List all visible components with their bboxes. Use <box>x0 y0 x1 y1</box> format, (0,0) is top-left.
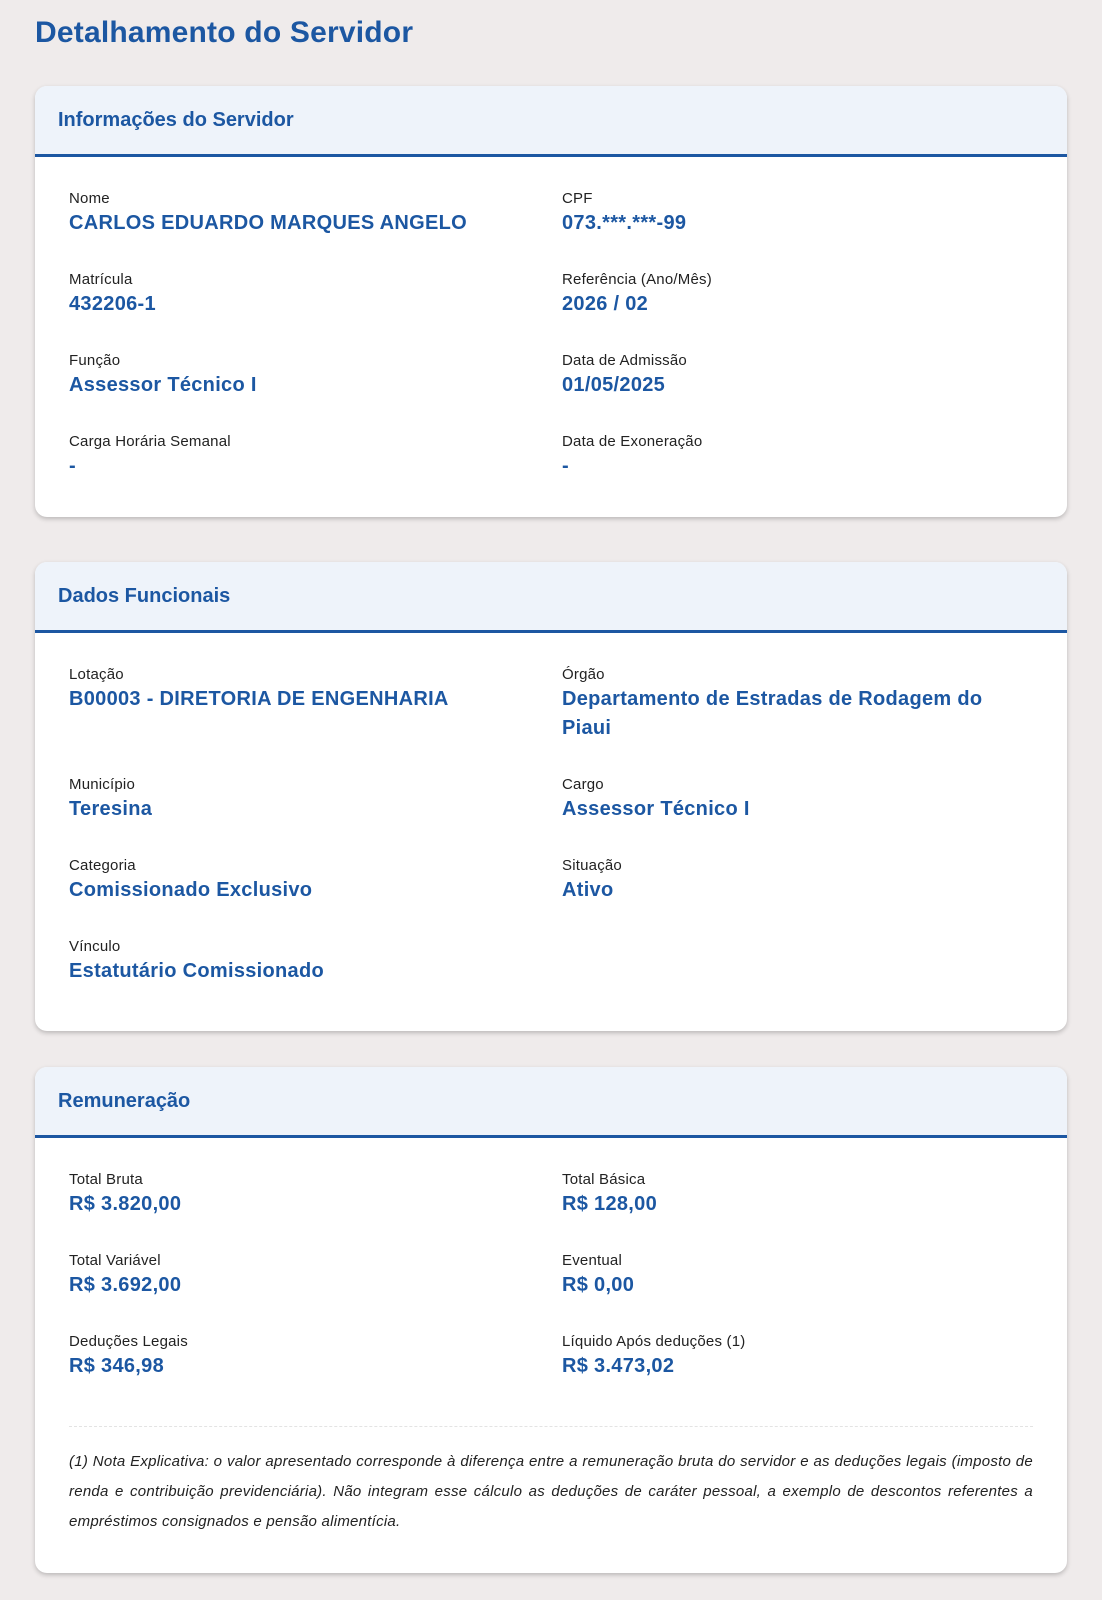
note-divider <box>69 1426 1033 1427</box>
field-grid <box>35 1138 1067 1413</box>
field-data-admissao <box>562 351 1033 432</box>
field-label: Categoria <box>69 857 136 874</box>
field-eventual <box>562 1251 1033 1332</box>
field-label: Lotação <box>69 666 124 683</box>
field-vinculo <box>69 937 562 1018</box>
field-label: Referência (Ano/Mês) <box>562 271 712 288</box>
field-grid <box>35 633 1067 1018</box>
field-total-variavel <box>69 1251 562 1332</box>
field-label: Nome <box>69 190 110 207</box>
field-label: Total Bruta <box>69 1171 143 1188</box>
field-value: - <box>562 455 569 477</box>
field-data-exoneracao <box>562 432 1033 513</box>
card-header: Informações do Servidor <box>35 86 1067 157</box>
field-value: R$ 3.473,02 <box>562 1355 675 1377</box>
field-total-basica <box>562 1170 1033 1251</box>
field-label: Vínculo <box>69 938 121 955</box>
field-value: R$ 3.692,00 <box>69 1274 182 1296</box>
field-label: Deduções Legais <box>69 1333 188 1350</box>
field-value: Departamento de Estradas de Rodagem do Piaui <box>562 688 983 739</box>
card-header: Remuneração <box>35 1067 1067 1138</box>
card-remuneracao <box>35 1067 1067 1573</box>
field-municipio <box>69 775 562 856</box>
field-value: R$ 0,00 <box>562 1274 635 1296</box>
card-dados-funcionais <box>35 562 1067 1031</box>
field-label: Matrícula <box>69 271 133 288</box>
field-value: Estatutário Comissionado <box>69 960 325 982</box>
field-value: Ativo <box>562 879 614 901</box>
field-total-bruta <box>69 1170 562 1251</box>
field-categoria <box>69 856 562 937</box>
field-carga-horaria <box>69 432 562 513</box>
field-deducoes-legais <box>69 1332 562 1413</box>
field-label: Órgão <box>562 666 605 683</box>
field-value: 073.***.***-99 <box>562 212 687 234</box>
explanatory-note: (1) Nota Explicativa: o valor apresentado corresponde à diferença entre a remuneração bruta do servidor e as deduções legais (imposto de renda e contribuição previdenciária). Não integram esse cálculo as deduções de caráter pessoal, a exemplo de descontos referentes a empréstimos consignados e pensão alimentícia. <box>69 1453 1033 1530</box>
field-value: - <box>69 455 76 477</box>
field-value: 432206-1 <box>69 293 156 315</box>
field-value: R$ 128,00 <box>562 1193 657 1215</box>
field-label: Eventual <box>562 1252 622 1269</box>
field-value: Teresina <box>69 798 153 820</box>
field-label: Total Básica <box>562 1171 646 1188</box>
field-label: Função <box>69 352 121 369</box>
card-informacoes-servidor <box>35 86 1067 517</box>
field-value: 01/05/2025 <box>562 374 666 396</box>
field-value: CARLOS EDUARDO MARQUES ANGELO <box>69 212 467 234</box>
field-grid <box>35 157 1067 513</box>
field-nome <box>69 189 562 270</box>
field-label: Data de Exoneração <box>562 433 703 450</box>
field-label: Líquido Após deduções (1) <box>562 1333 746 1350</box>
field-value: 2026 / 02 <box>562 293 649 315</box>
field-lotacao <box>69 665 562 775</box>
field-label: Cargo <box>562 776 604 793</box>
card-header: Dados Funcionais <box>35 562 1067 633</box>
field-label: Situação <box>562 857 622 874</box>
field-value: B00003 - DIRETORIA DE ENGENHARIA <box>69 688 449 710</box>
field-value: Assessor Técnico I <box>69 374 257 396</box>
field-label: Total Variável <box>69 1252 161 1269</box>
page-title: Detalhamento do Servidor <box>35 16 414 49</box>
field-referencia <box>562 270 1033 351</box>
field-funcao <box>69 351 562 432</box>
field-orgao <box>562 665 1033 775</box>
field-value: Assessor Técnico I <box>562 798 750 820</box>
field-situacao <box>562 856 1033 937</box>
field-value: Comissionado Exclusivo <box>69 879 313 901</box>
field-label: Carga Horária Semanal <box>69 433 231 450</box>
field-liquido <box>562 1332 1033 1413</box>
field-cpf <box>562 189 1033 270</box>
field-label: CPF <box>562 190 593 207</box>
field-value: R$ 3.820,00 <box>69 1193 182 1215</box>
field-label: Data de Admissão <box>562 352 687 369</box>
field-label: Município <box>69 776 135 793</box>
field-cargo <box>562 775 1033 856</box>
field-value: R$ 346,98 <box>69 1355 164 1377</box>
field-matricula <box>69 270 562 351</box>
